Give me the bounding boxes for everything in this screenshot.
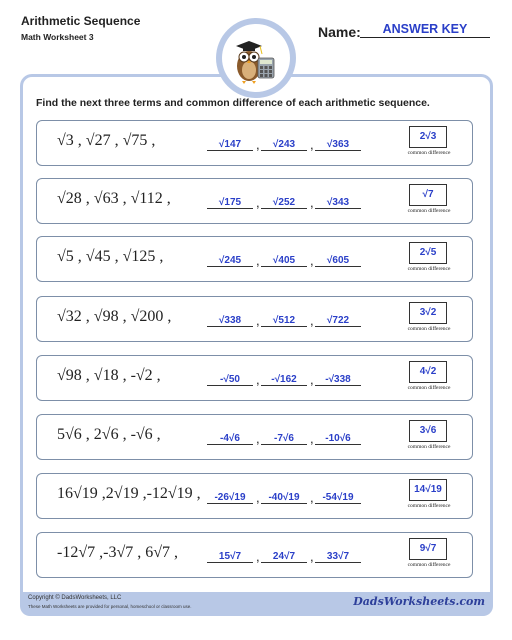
common-difference-label: common difference	[407, 266, 451, 272]
problem-row	[36, 296, 473, 342]
answer-term-2[interactable]: -√162	[261, 374, 307, 386]
common-difference-box[interactable]: √7	[409, 184, 447, 206]
answer-term-2[interactable]: √252	[261, 197, 307, 209]
common-difference-box[interactable]: 4√2	[409, 361, 447, 383]
brand-logo: DadsWorksheets.com	[353, 595, 485, 608]
answer-term-1[interactable]: √338	[207, 315, 253, 327]
separator-comma: ,	[310, 431, 314, 446]
answer-term-3[interactable]: √722	[315, 315, 361, 327]
answer-term-2[interactable]: √405	[261, 255, 307, 267]
separator-comma: ,	[310, 195, 314, 210]
answer-term-1[interactable]: √245	[207, 255, 253, 267]
separator-comma: ,	[256, 490, 260, 505]
separator-comma: ,	[310, 137, 314, 152]
separator-comma: ,	[310, 253, 314, 268]
instructions: Find the next three terms and common difference of each arithmetic sequence.	[36, 97, 430, 109]
problem-row	[36, 236, 473, 282]
given-terms: √28 , √63 , √112 ,	[57, 190, 171, 207]
answer-term-2[interactable]: √512	[261, 315, 307, 327]
given-terms: 5√6 , 2√6 , -√6 ,	[57, 426, 161, 443]
separator-comma: ,	[256, 195, 260, 210]
common-difference-box[interactable]: 3√6	[409, 420, 447, 442]
common-difference-label: common difference	[407, 326, 451, 332]
owl-calculator-icon	[222, 24, 290, 92]
problem-row	[36, 355, 473, 401]
answer-term-3[interactable]: -54√19	[315, 492, 361, 504]
answer-term-3[interactable]: √605	[315, 255, 361, 267]
separator-comma: ,	[310, 372, 314, 387]
problem-row	[36, 120, 473, 166]
problem-row	[36, 178, 473, 224]
answer-term-3[interactable]: 33√7	[315, 551, 361, 563]
separator-comma: ,	[256, 137, 260, 152]
common-difference-box[interactable]: 3√2	[409, 302, 447, 324]
separator-comma: ,	[256, 372, 260, 387]
answer-term-3[interactable]: -10√6	[315, 433, 361, 445]
common-difference-box[interactable]: 14√19	[409, 479, 447, 501]
answer-term-3[interactable]: √363	[315, 139, 361, 151]
common-difference-label: common difference	[407, 444, 451, 450]
separator-comma: ,	[256, 253, 260, 268]
common-difference-box[interactable]: 2√3	[409, 126, 447, 148]
footer	[20, 592, 493, 616]
common-difference-box[interactable]: 9√7	[409, 538, 447, 560]
common-difference-label: common difference	[407, 503, 451, 509]
answer-term-1[interactable]: -√50	[207, 374, 253, 386]
given-terms: √3 , √27 , √75 ,	[57, 132, 156, 149]
worksheet-title: Arithmetic Sequence	[21, 14, 141, 28]
given-terms: -12√7 ,-3√7 , 6√7 ,	[57, 544, 178, 561]
problem-row	[36, 414, 473, 460]
separator-comma: ,	[310, 313, 314, 328]
name-label: Name:	[318, 24, 361, 40]
given-terms: 16√19 ,2√19 ,-12√19 ,	[57, 485, 201, 502]
common-difference-label: common difference	[407, 150, 451, 156]
common-difference-box[interactable]: 2√5	[409, 242, 447, 264]
common-difference-label: common difference	[407, 385, 451, 391]
answer-term-1[interactable]: -4√6	[207, 433, 253, 445]
name-field[interactable]: ANSWER KEY	[360, 22, 490, 38]
given-terms: √98 , √18 , -√2 ,	[57, 367, 161, 384]
copyright-text: Copyright © DadsWorksheets, LLC	[28, 595, 122, 601]
separator-comma: ,	[310, 490, 314, 505]
separator-comma: ,	[256, 431, 260, 446]
answer-term-1[interactable]: 15√7	[207, 551, 253, 563]
answer-term-1[interactable]: √147	[207, 139, 253, 151]
separator-comma: ,	[256, 313, 260, 328]
given-terms: √5 , √45 , √125 ,	[57, 248, 164, 265]
separator-comma: ,	[256, 549, 260, 564]
answer-term-1[interactable]: √175	[207, 197, 253, 209]
given-terms: √32 , √98 , √200 ,	[57, 308, 172, 325]
answer-term-2[interactable]: 24√7	[261, 551, 307, 563]
problem-row	[36, 473, 473, 519]
common-difference-label: common difference	[407, 562, 451, 568]
answer-term-3[interactable]: √343	[315, 197, 361, 209]
answer-term-3[interactable]: -√338	[315, 374, 361, 386]
answer-term-2[interactable]: √243	[261, 139, 307, 151]
answer-term-1[interactable]: -26√19	[207, 492, 253, 504]
common-difference-label: common difference	[407, 208, 451, 214]
answer-term-2[interactable]: -40√19	[261, 492, 307, 504]
worksheet-subtitle: Math Worksheet 3	[21, 32, 94, 42]
answer-term-2[interactable]: -7√6	[261, 433, 307, 445]
footer-note: These Math Worksheets are provided for personal, homeschool or classroom use.	[28, 604, 192, 609]
separator-comma: ,	[310, 549, 314, 564]
problem-row	[36, 532, 473, 578]
